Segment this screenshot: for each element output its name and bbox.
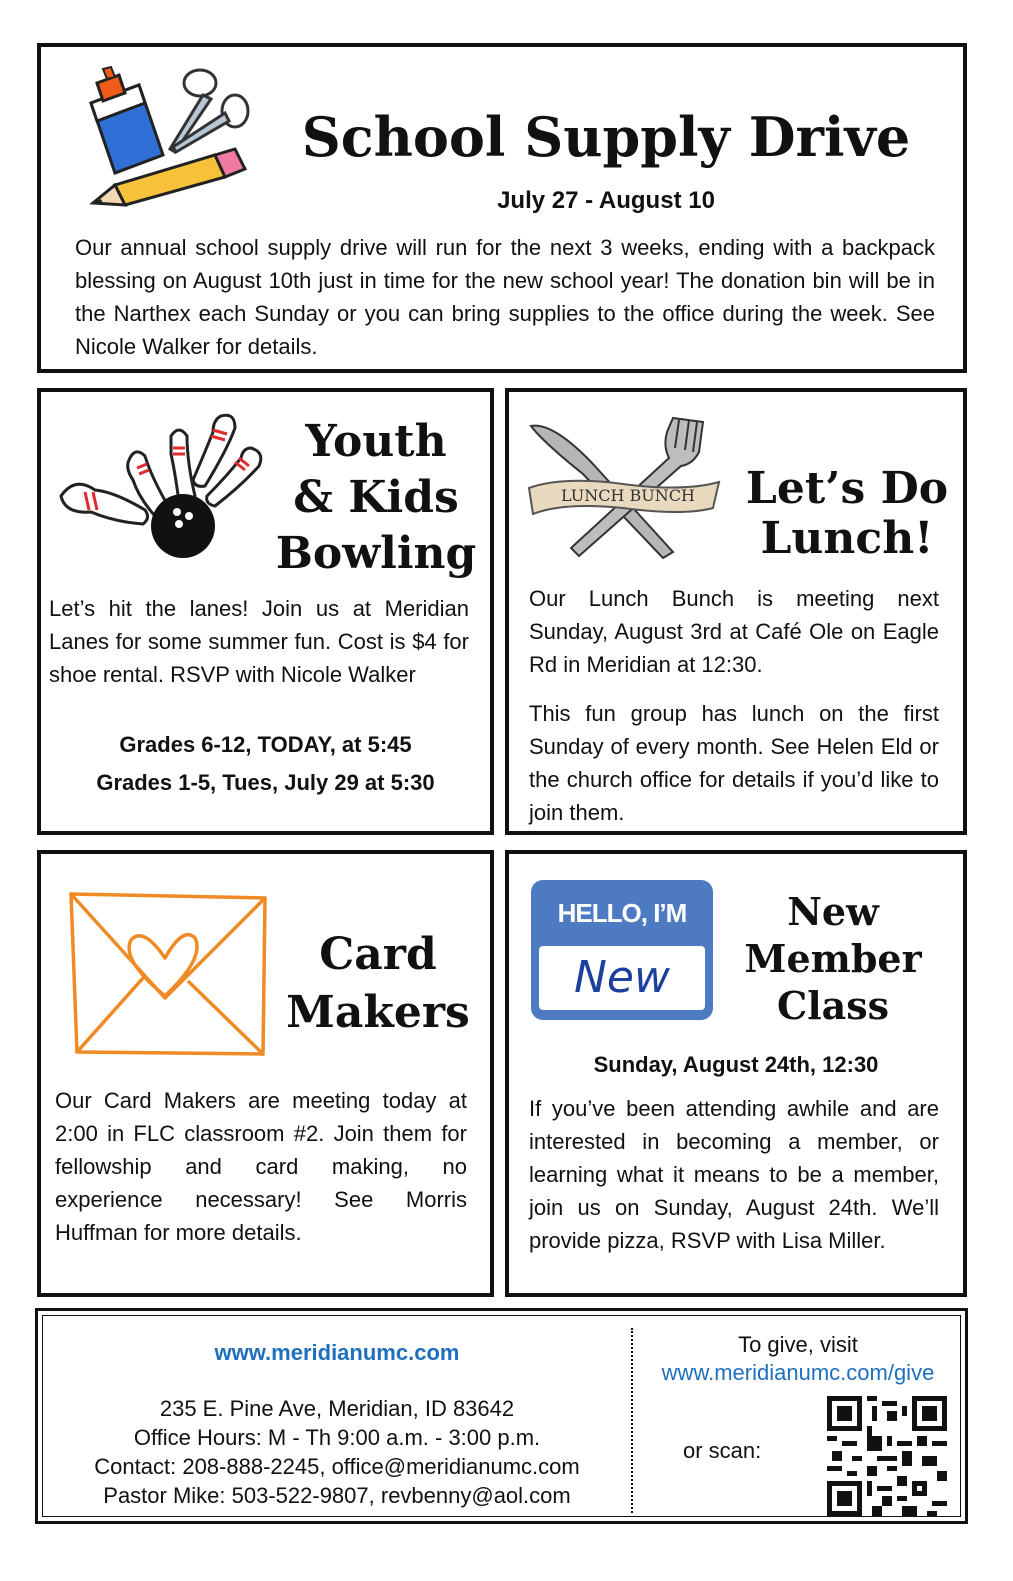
school-supply-title: School Supply Drive bbox=[301, 105, 911, 169]
new-member-body: If you’ve been attending awhile and are interested in becoming a member, or learning what it means to be a member, join us on Sunday, August 24th. We’ll provide pizza, RSVP with Lisa Miller. bbox=[529, 1096, 939, 1253]
new-member-title-line3: Class bbox=[776, 983, 890, 1028]
contact-footer bbox=[35, 1308, 968, 1524]
card-makers-title-line1: Card bbox=[319, 929, 437, 980]
give-label: To give, visit bbox=[738, 1332, 858, 1357]
name-tag-icon bbox=[531, 880, 713, 1020]
new-member-title-line1: New bbox=[787, 889, 879, 934]
lunch-body-meeting: Our Lunch Bunch is meeting next Sunday, August 3rd at Café Ole on Eagle Rd in Meridian at 12:30. bbox=[529, 586, 939, 677]
card-makers-section bbox=[37, 850, 494, 1297]
contact-details bbox=[43, 1394, 631, 1510]
card-makers-title-line2: Makers bbox=[286, 987, 470, 1038]
school-supply-dates: July 27 - August 10 bbox=[497, 187, 715, 214]
card-makers-body: Our Card Makers are meeting today at 2:00 in FLC classroom #2. Join them for fellowship and card making, no experience necessary! See Morris Huffman for more details. bbox=[55, 1088, 467, 1245]
name-tag-header: HELLO, I’M bbox=[557, 898, 687, 928]
school-supply-body: Our annual school supply drive will run for the next 3 weeks, ending with a backpack blessing on August 10th just in time for the new school year! The donation bin will be in the Narthex each Sunday or you can bring supplies to the office during the week. See Nicole Walker for details. bbox=[75, 235, 935, 359]
lunch-title bbox=[737, 464, 957, 564]
lunch-bunch-banner-text: LUNCH BUNCH bbox=[561, 486, 695, 505]
qr-code-icon[interactable] bbox=[827, 1396, 947, 1516]
lunch-body-details: This fun group has lunch on the first Sunday of every month. See Helen Eld or the church office for details if you’d like to join them. bbox=[529, 701, 939, 825]
bowling-title bbox=[271, 414, 481, 582]
new-member-date: Sunday, August 24th, 12:30 bbox=[593, 1052, 879, 1077]
bowling-pins-icon bbox=[55, 406, 265, 566]
bowling-section bbox=[37, 388, 494, 835]
church-address: 235 E. Pine Ave, Meridian, ID 83642 bbox=[159, 1396, 515, 1421]
bowling-title-line2: & Kids bbox=[293, 472, 459, 523]
school-supplies-icon bbox=[75, 59, 255, 209]
name-tag-name: New bbox=[574, 952, 670, 1003]
lunch-title-line2: Lunch! bbox=[760, 513, 934, 564]
lunch-bunch-section bbox=[505, 388, 967, 835]
pastor-contact: Pastor Mike: 503-522-9807, revbenny@aol.com bbox=[103, 1483, 571, 1508]
bowling-body: Let’s hit the lanes! Join us at Meridian Lanes for some summer fun. Cost is $4 for shoe rental. RSVP with Nicole Walker bbox=[49, 596, 469, 687]
name-tag-field bbox=[539, 946, 705, 1010]
give-link[interactable]: www.meridianumc.com/give bbox=[661, 1360, 935, 1385]
new-member-section bbox=[505, 850, 967, 1297]
envelope-heart-icon bbox=[65, 886, 271, 1062]
lunch-title-line1: Let’s Do bbox=[745, 463, 949, 514]
bowling-schedule-younger: Grades 1-5, Tues, July 29 at 5:30 bbox=[96, 770, 435, 795]
new-member-title bbox=[725, 888, 941, 1029]
new-member-title-line2: Member bbox=[744, 936, 922, 981]
card-makers-title bbox=[273, 926, 483, 1042]
bowling-title-line1: Youth bbox=[305, 416, 447, 467]
bowling-title-line3: Bowling bbox=[275, 528, 477, 579]
office-hours: Office Hours: M - Th 9:00 a.m. - 3:00 p.m. bbox=[133, 1425, 541, 1450]
office-contact: Contact: 208-888-2245, office@meridianumc.com bbox=[94, 1454, 580, 1479]
scan-label: or scan: bbox=[683, 1438, 762, 1463]
school-supply-drive-section bbox=[37, 43, 967, 373]
footer-inner-border bbox=[42, 1315, 961, 1517]
website-link[interactable]: www.meridianumc.com bbox=[214, 1340, 460, 1365]
bowling-schedule-older: Grades 6-12, TODAY, at 5:45 bbox=[119, 732, 412, 757]
